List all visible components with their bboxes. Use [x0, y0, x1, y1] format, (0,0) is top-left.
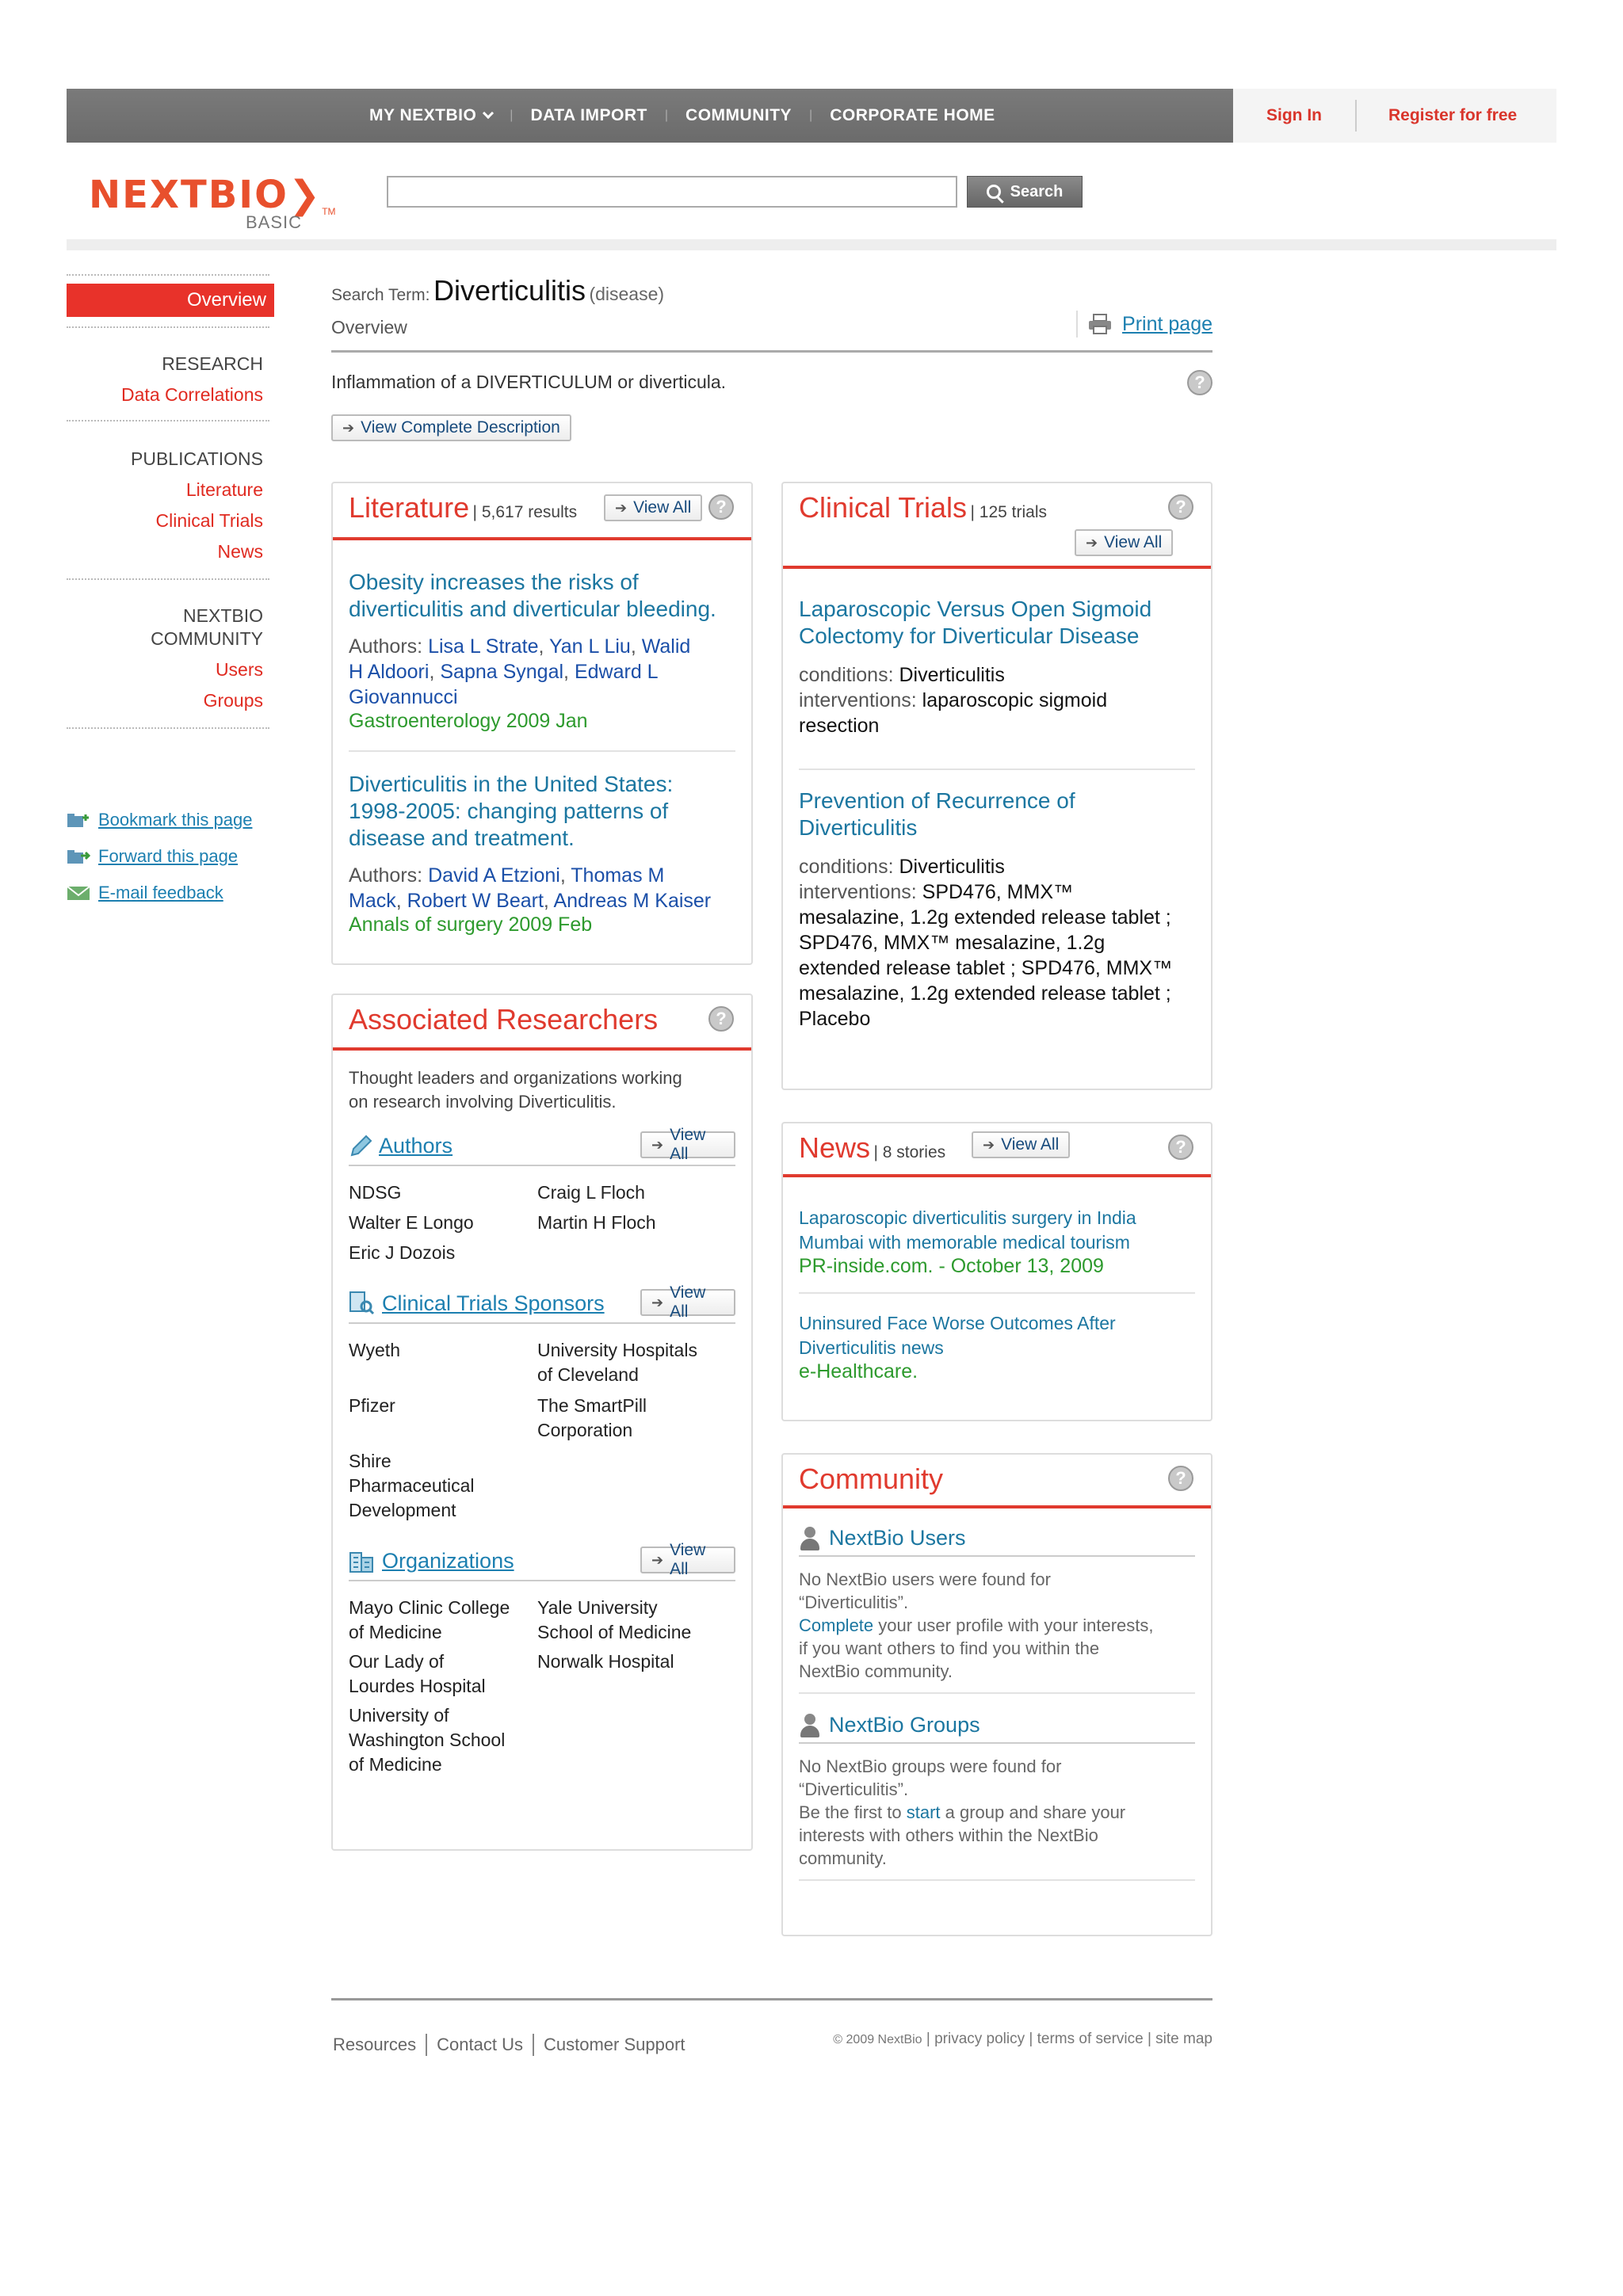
- users-message: No NextBio users were found for “Diverticulitis”. Complete your user profile with your interests, if you want others to find you within the NextBio community.: [799, 1569, 1154, 1681]
- sidebar-heading-publications: PUBLICATIONS: [131, 448, 263, 469]
- organizations-list: [349, 1596, 735, 1777]
- arrow-right-icon: ➔: [651, 1136, 664, 1153]
- search-button[interactable]: [967, 176, 1083, 208]
- pen-icon: [349, 1133, 372, 1158]
- literature-header: [333, 483, 751, 540]
- article-authors: Authors: Lisa L Strate, Yan L Liu, Walid H Aldoori, Sapna Syngal, Edward L Giovannucci: [349, 635, 691, 708]
- trial-details: conditions: Diverticulitis interventions: laparoscopic sigmoid resection: [799, 664, 1108, 737]
- button-label: View All: [670, 1126, 706, 1163]
- bookmark-icon: [67, 811, 90, 829]
- community-panel: [781, 1453, 1212, 1936]
- clinical-trials-count: | 125 trials: [970, 503, 1047, 521]
- sponsor-name[interactable]: University Hospitals of Cleveland: [537, 1340, 697, 1385]
- divider: [349, 1322, 735, 1324]
- bookmark-link[interactable]: Bookmark this page: [67, 810, 252, 830]
- logo-tm: TM: [322, 206, 336, 217]
- divider: [1355, 100, 1357, 132]
- sponsor-name[interactable]: Shire Pharmaceutical Development: [349, 1451, 475, 1520]
- footer: [331, 1998, 1212, 2054]
- article-title[interactable]: Diverticulitis in the United States: 1998-2005: changing patterns of disease and treatment.: [349, 772, 674, 850]
- button-label: View All: [1001, 1135, 1060, 1154]
- auth-area: [1233, 89, 1556, 143]
- logo-arrow-icon: ❯: [288, 173, 323, 217]
- researchers-body: [333, 1051, 751, 1777]
- arrow-right-icon: ➔: [1086, 534, 1098, 551]
- sidebar-heading-research: RESEARCH: [162, 353, 263, 374]
- author-link[interactable]: Andreas M Kaiser: [553, 890, 712, 912]
- authors-subheader: [349, 1126, 735, 1163]
- author-link[interactable]: Robert W Beart: [407, 890, 544, 912]
- button-label: View All: [1104, 533, 1163, 551]
- trial-details: conditions: Diverticulitis interventions: SPD476, MMX™ mesalazine, 1.2g extended release tablet ; SPD476, MMX™ mesalazine, 1.2g extended release tablet ; SPD476, MMX™ mesalazine, 1.2g extended release tablet ; Placebo: [799, 856, 1173, 1030]
- sidebar-item-overview[interactable]: Overview: [67, 284, 274, 317]
- groups-message: No NextBio groups were found for “Diverticulitis”. Be the first to start a group and share your interests with others within the NextBio community.: [799, 1756, 1126, 1868]
- footer-link-contact[interactable]: Contact Us: [437, 2035, 523, 2054]
- literature-panel: [331, 482, 753, 965]
- clinical-trials-panel: [781, 482, 1212, 1090]
- divider: [349, 1165, 735, 1166]
- legal-links[interactable]: | privacy policy | terms of service | site map: [926, 2031, 1212, 2047]
- divider: [67, 326, 269, 328]
- authors-link[interactable]: Authors: [379, 1133, 453, 1158]
- author-name[interactable]: Eric J Dozois: [349, 1242, 456, 1263]
- help-icon[interactable]: ?: [708, 1006, 734, 1032]
- breadcrumb: Overview: [331, 317, 407, 338]
- button-label: View All: [670, 1283, 706, 1321]
- divider: [799, 1692, 1195, 1694]
- sponsors-view-all-button[interactable]: [640, 1283, 735, 1321]
- button-label: View Complete Description: [361, 418, 560, 437]
- divider: [67, 420, 269, 421]
- organization-name[interactable]: Yale University School of Medicine: [537, 1597, 692, 1642]
- arrow-right-icon: ➔: [651, 1551, 664, 1568]
- researchers-panel: [331, 994, 753, 1851]
- logo-edition: BASIC: [246, 212, 303, 232]
- literature-count: | 5,617 results: [472, 503, 578, 521]
- search-term-label: Search Term:: [331, 286, 430, 304]
- author-name[interactable]: Martin H Floch: [537, 1212, 656, 1233]
- organization-name[interactable]: Norwalk Hospital: [537, 1651, 674, 1672]
- arrow-right-icon: ➔: [615, 499, 628, 516]
- clinical-trials-title: Clinical Trials: [799, 491, 968, 524]
- complete-profile-link[interactable]: Complete: [799, 1615, 874, 1635]
- authors-list: [349, 1180, 735, 1265]
- view-complete-description-button[interactable]: [331, 414, 571, 441]
- nav-separator: |: [809, 109, 813, 122]
- button-label: View All: [670, 1541, 706, 1578]
- main-nav: [67, 89, 1233, 143]
- clinical-trials-list: [783, 569, 1211, 1032]
- nav-data-import[interactable]: DATA IMPORT: [530, 106, 647, 124]
- author-name[interactable]: NDSG: [349, 1182, 402, 1203]
- divider: [799, 1879, 1195, 1881]
- email-icon: [67, 884, 90, 902]
- news-source: PR-inside.com. - October 13, 2009: [799, 1255, 1104, 1277]
- community-body: [783, 1508, 1211, 1881]
- researchers-intro: Thought leaders and organizations working on research involving Diverticulitis.: [349, 1068, 682, 1112]
- divider: [533, 2034, 534, 2056]
- organization-name[interactable]: Our Lady of Lourdes Hospital: [349, 1651, 486, 1696]
- author-link[interactable]: Yan L Liu: [548, 635, 631, 658]
- organization-name[interactable]: University of Washington School of Medicine: [349, 1705, 506, 1775]
- search-input[interactable]: [387, 176, 957, 208]
- help-icon[interactable]: ?: [1168, 494, 1193, 520]
- nextbio-logo[interactable]: [89, 173, 336, 232]
- divider: [426, 2034, 427, 2056]
- group-icon: [799, 1714, 821, 1737]
- sponsors-list: [349, 1338, 735, 1523]
- header: [67, 144, 1556, 250]
- author-link[interactable]: Sapna Syngal: [440, 661, 564, 683]
- printer-icon: [1087, 313, 1113, 335]
- sidebar-heading-community: NEXTBIO: [183, 605, 263, 626]
- clinical-trials-view-all-button[interactable]: [1075, 529, 1173, 556]
- literature-list: [333, 540, 751, 936]
- arrow-right-icon: ➔: [342, 419, 355, 436]
- organizations-link[interactable]: Organizations: [382, 1548, 514, 1573]
- user-icon: [799, 1527, 821, 1550]
- main-content: [331, 274, 1212, 441]
- article-journal: Gastroenterology 2009 Jan: [349, 710, 588, 732]
- organizations-subheader: [349, 1541, 735, 1578]
- article-authors: Authors: David A Etzioni, Thomas M Mack, Robert W Beart, Andreas M Kaiser: [349, 864, 712, 912]
- document-search-icon: [349, 1291, 376, 1316]
- article-journal: Annals of surgery 2009 Feb: [349, 913, 593, 936]
- article-title[interactable]: Obesity increases the risks of diverticulitis and diverticular bleeding.: [349, 570, 716, 621]
- trial-title[interactable]: Prevention of Recurrence of Diverticulitis: [799, 788, 1075, 840]
- sponsor-name[interactable]: Wyeth: [349, 1340, 400, 1360]
- list-item: [349, 569, 735, 733]
- news-headline[interactable]: Uninsured Face Worse Outcomes After Diverticulitis news: [799, 1313, 1116, 1358]
- building-icon: [349, 1548, 376, 1573]
- sidebar: [67, 274, 269, 902]
- news-count: | 8 stories: [873, 1143, 946, 1161]
- footer-legal: [833, 2031, 1212, 2048]
- page-header: [331, 274, 1212, 350]
- divider: [67, 274, 269, 276]
- sidebar-item-data-correlations[interactable]: Data Correlations: [121, 384, 263, 405]
- page-tools: [67, 810, 252, 919]
- divider: [67, 578, 269, 580]
- footer-link-support[interactable]: Customer Support: [543, 2035, 685, 2054]
- divider: [1076, 311, 1078, 338]
- help-icon[interactable]: ?: [1187, 370, 1212, 395]
- forward-link[interactable]: Forward this page: [67, 846, 252, 867]
- news-list: [783, 1177, 1211, 1383]
- register-link[interactable]: Register for free: [1388, 106, 1518, 124]
- start-group-link[interactable]: start: [906, 1802, 941, 1822]
- divider: [799, 769, 1195, 770]
- list-item: [799, 788, 1195, 1032]
- author-link[interactable]: Lisa L Strate: [428, 635, 539, 658]
- sponsor-name[interactable]: Pfizer: [349, 1395, 395, 1416]
- page-title: Diverticulitis: [433, 274, 586, 307]
- help-icon[interactable]: ?: [708, 494, 734, 520]
- list-item: [349, 771, 735, 936]
- news-panel: [781, 1122, 1212, 1421]
- arrow-right-icon: ➔: [651, 1294, 664, 1310]
- copyright: © 2009 NextBio: [833, 2033, 922, 2046]
- list-item: [799, 1206, 1195, 1278]
- authors-view-all-button[interactable]: [640, 1126, 735, 1163]
- sidebar-heading-community-2: COMMUNITY: [151, 628, 263, 649]
- news-source: e-Healthcare.: [799, 1360, 918, 1383]
- chevron-down-icon: [483, 108, 494, 119]
- nextbio-groups-heading: NextBio Groups: [799, 1713, 1195, 1737]
- help-icon[interactable]: ?: [1168, 1466, 1193, 1491]
- news-view-all-button[interactable]: [972, 1131, 1070, 1158]
- description-row: [331, 353, 1212, 397]
- top-bar: [67, 89, 1556, 143]
- term-type: (disease): [589, 284, 665, 304]
- author-link[interactable]: David A Etzioni: [428, 864, 560, 887]
- sign-in-link[interactable]: Sign In: [1266, 106, 1322, 124]
- logo-wordmark: NEXTBIO: [89, 173, 288, 217]
- footer-link-resources[interactable]: Resources: [333, 2035, 417, 2054]
- sponsors-link[interactable]: Clinical Trials Sponsors: [382, 1291, 605, 1315]
- help-icon[interactable]: ?: [1168, 1135, 1193, 1160]
- author-link[interactable]: Walid: [641, 635, 691, 658]
- list-item: [799, 596, 1195, 738]
- arrow-right-icon: ➔: [983, 1136, 995, 1153]
- researchers-title: Associated Researchers: [349, 1003, 659, 1035]
- nav-corporate-home[interactable]: CORPORATE HOME: [830, 106, 995, 124]
- sidebar-item-groups[interactable]: Groups: [203, 690, 263, 711]
- sponsors-subheader: [349, 1283, 735, 1321]
- nextbio-users-heading: NextBio Users: [799, 1526, 1195, 1550]
- sidebar-item-users[interactable]: Users: [215, 659, 263, 680]
- description: Inflammation of a DIVERTICULUM or diverticula.: [331, 372, 727, 392]
- divider: [349, 750, 735, 752]
- organization-name[interactable]: Mayo Clinic College of Medicine: [349, 1597, 510, 1642]
- footer-links: [333, 2034, 685, 2056]
- clinical-trials-header: [783, 483, 1211, 569]
- trial-title[interactable]: Laparoscopic Versus Open Sigmoid Colectomy for Diverticular Disease: [799, 597, 1152, 648]
- community-header: [783, 1455, 1211, 1508]
- nav-community[interactable]: COMMUNITY: [685, 106, 792, 124]
- community-title: Community: [799, 1463, 944, 1495]
- divider: [799, 1555, 1195, 1557]
- feedback-link[interactable]: E-mail feedback: [67, 883, 252, 903]
- sidebar-item-news[interactable]: News: [217, 541, 263, 562]
- divider: [799, 1292, 1195, 1294]
- divider: [67, 727, 269, 729]
- search-term: [331, 274, 664, 307]
- literature-title: Literature: [349, 491, 470, 524]
- researchers-header: [333, 995, 751, 1051]
- news-header: [783, 1123, 1211, 1177]
- author-link[interactable]: Thomas M: [571, 864, 665, 887]
- divider: [349, 1580, 735, 1581]
- search-icon: [987, 185, 1001, 199]
- sponsor-name[interactable]: The SmartPill Corporation: [537, 1395, 647, 1440]
- sidebar-item-clinical-trials[interactable]: Clinical Trials: [155, 510, 263, 531]
- literature-view-all-button[interactable]: [604, 494, 702, 521]
- news-title: News: [799, 1131, 871, 1164]
- author-name: [537, 1241, 726, 1265]
- sidebar-item-literature[interactable]: Literature: [185, 479, 263, 500]
- search-button-label: Search: [1010, 182, 1064, 200]
- author-name[interactable]: Craig L Floch: [537, 1182, 645, 1203]
- nav-my-nextbio[interactable]: MY NEXTBIO: [369, 106, 492, 125]
- forward-icon: [67, 848, 90, 865]
- news-headline[interactable]: Laparoscopic diverticulitis surgery in India Mumbai with memorable medical tourism: [799, 1207, 1136, 1253]
- print-page-link[interactable]: Print page: [1076, 311, 1212, 338]
- nav-separator: |: [510, 109, 514, 122]
- organizations-view-all-button[interactable]: [640, 1541, 735, 1578]
- nav-separator: |: [664, 109, 669, 122]
- author-name[interactable]: Walter E Longo: [349, 1212, 474, 1233]
- button-label: View All: [633, 498, 692, 517]
- list-item: [799, 1311, 1195, 1383]
- divider: [799, 1742, 1195, 1744]
